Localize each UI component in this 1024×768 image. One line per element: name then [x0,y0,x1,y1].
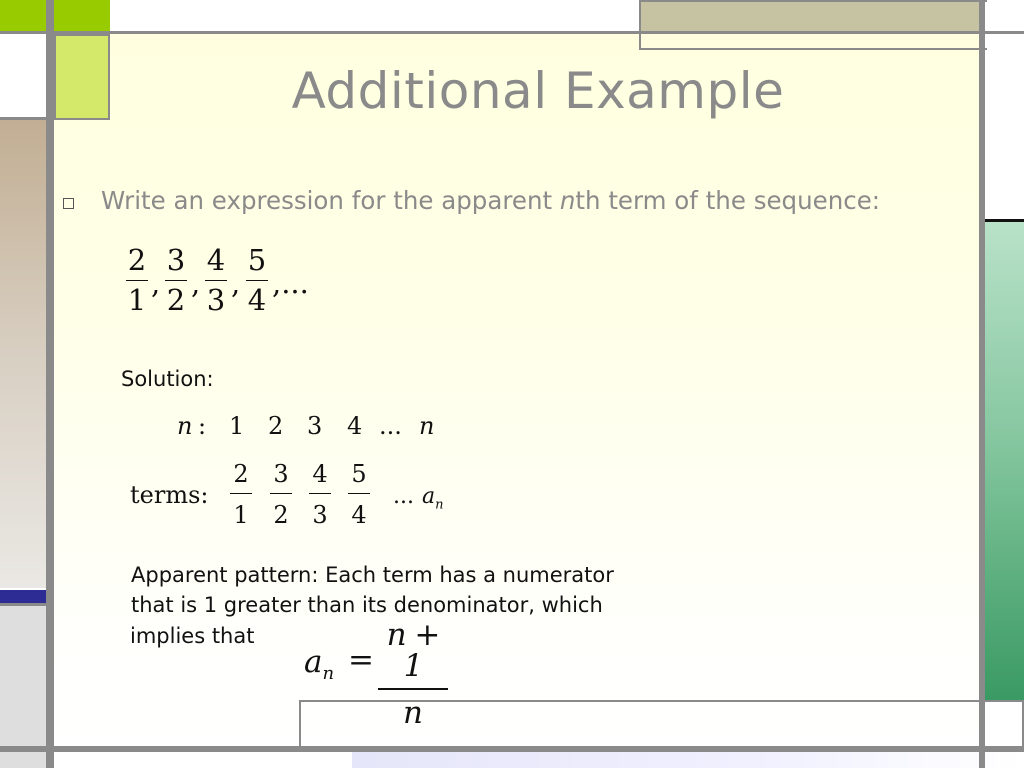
fraction-bar [309,493,331,494]
fraction-numerator: 3 [273,460,289,488]
sequence-expression [120,243,340,336]
formula-denominator: n [403,695,423,731]
pattern-line-3: implies that [130,624,255,648]
formula-lhs-subscript: n [322,663,335,685]
bullet-text-italic-n: n [559,186,576,215]
formula-equals: = [348,642,374,678]
fraction-numerator: 5 [351,460,367,488]
square-bullet-icon [63,198,74,209]
terms-an-base: a [422,484,436,509]
fraction-numerator: 4 [206,243,226,277]
n-row [177,412,457,446]
terms-row [130,460,470,540]
lime-corner-block [0,0,110,32]
fraction-bar [205,280,227,281]
sequence-comma: , [191,266,201,300]
sequence-comma: , [151,266,161,300]
formula-fraction [378,617,448,731]
fraction-denominator: 4 [247,283,267,317]
n-row-value: 2 [268,412,284,440]
tan-left-block [0,120,46,588]
fraction-numerator: 4 [312,460,328,488]
navy-left-bar [0,590,46,604]
gray-left-block [0,606,46,768]
fraction-bar [126,280,148,281]
formula [304,617,464,731]
formula-lhs-base: a [304,644,323,680]
sequence-comma: , [231,266,241,300]
bullet-text-start: Write an expression for the apparent [101,186,560,215]
fraction-denominator: 1 [233,501,249,529]
fraction-denominator: 2 [273,501,289,529]
n-row-value: 1 [229,412,245,440]
pattern-line-1: Apparent pattern: Each term has a numerator [131,563,614,587]
fraction-bar [270,493,292,494]
slide-title: Additional Example [291,62,785,120]
bullet-text [101,186,880,215]
terms-an [422,484,444,512]
n-row-value: ... [379,412,402,440]
sequence-fraction [205,243,227,317]
fraction-denominator: 4 [351,501,367,529]
frame-line-top [0,31,1024,34]
terms-fraction [348,462,370,527]
frame-line-left [46,0,54,768]
terms-fraction [230,462,252,527]
formula-fraction-bar [378,688,448,690]
solution-label: Solution: [121,367,214,391]
lavender-bottom-bar [352,752,1024,768]
terms-row-label: terms: [130,481,209,509]
fraction-numerator: 2 [127,243,147,277]
terms-ellipsis: ... [393,484,414,509]
n-row-label: n [177,412,193,440]
n-row-value: n [419,412,435,440]
fraction-denominator: 3 [206,283,226,317]
n-row-colon: : [198,412,207,440]
fraction-bar [165,280,187,281]
formula-lhs [304,644,334,684]
terms-fraction [270,462,292,527]
fraction-denominator: 1 [127,283,147,317]
fraction-bar [348,493,370,494]
frame-line-bottom [0,746,1024,752]
n-row-value: 3 [307,412,323,440]
fraction-numerator: 5 [247,243,267,277]
fraction-denominator: 2 [166,283,186,317]
sequence-fraction [126,243,148,317]
pattern-line-2: that is 1 greater than its denominator, which [131,593,603,617]
sequence-fraction [246,243,268,317]
frame-line-right-divider [985,700,1024,702]
fraction-numerator: 2 [233,460,249,488]
fraction-bar [230,493,252,494]
mint-green-block [985,222,1024,700]
sequence-fraction [165,243,187,317]
formula-numerator: n + 1 [386,617,440,684]
terms-fraction [309,462,331,527]
fraction-bar [246,280,268,281]
frame-line-left-divider-1 [0,117,50,120]
n-row-value: 4 [347,412,363,440]
fraction-numerator: 3 [166,243,186,277]
frame-line-left-divider-2 [0,603,50,606]
bullet-text-end: th term of the sequence: [575,186,881,215]
fraction-denominator: 3 [312,501,328,529]
khaki-block-outline [639,0,1024,50]
terms-an-subscript: n [435,497,444,513]
sequence-ellipsis: ,... [272,266,309,300]
